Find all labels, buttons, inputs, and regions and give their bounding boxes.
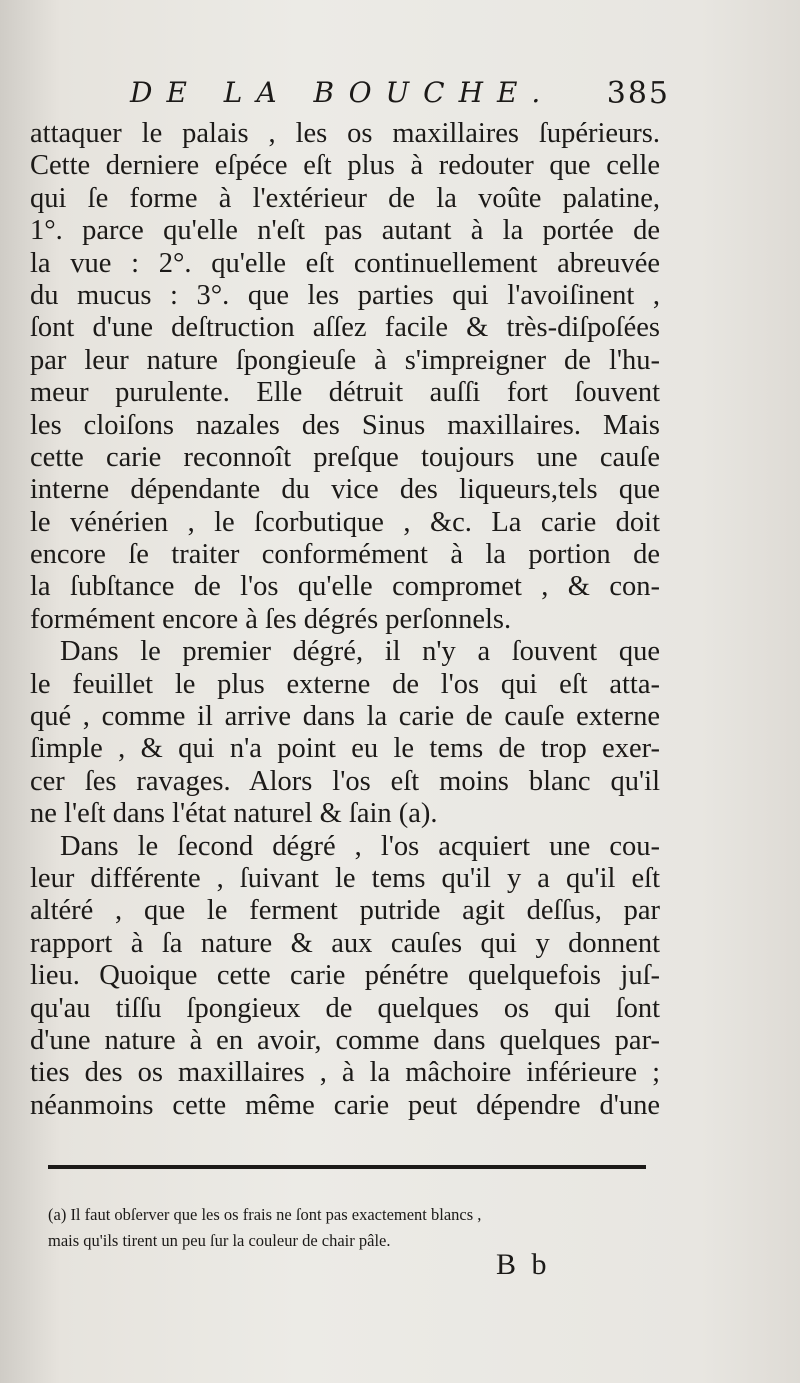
text-line: le feuillet le plus externe de l'os qui eſt atta- bbox=[30, 668, 660, 700]
footnote bbox=[48, 1202, 668, 1254]
text-line: lieu. Quoique cette carie pénétre quelquefois juſ- bbox=[30, 960, 660, 992]
text-line: ſont d'une deſtruction aſſez facile & très-diſpoſées bbox=[30, 312, 660, 344]
footnote-line: mais qu'ils tirent un peu ſur la couleur de chair pâle. bbox=[48, 1231, 391, 1250]
text-line: leur différente , ſuivant le tems qu'il y a qu'il eſt bbox=[30, 862, 660, 894]
footnote-rule bbox=[48, 1165, 646, 1169]
text-line: 1°. parce qu'elle n'eſt pas autant à la portée de bbox=[30, 215, 660, 247]
text-line: le vénérien , le ſcorbutique , &c. La carie doit bbox=[30, 506, 660, 538]
text-line: ties des os maxillaires , à la mâchoire inférieure ; bbox=[30, 1057, 660, 1089]
text-line: encore ſe traiter conformément à la portion de bbox=[30, 539, 660, 571]
text-line: la vue : 2°. qu'elle eſt continuellement abreuvée bbox=[30, 247, 660, 279]
body-text bbox=[30, 118, 660, 1122]
text-line: qué , comme il arrive dans la carie de cauſe externe bbox=[30, 701, 660, 733]
page-number: 385 bbox=[606, 76, 670, 111]
paragraph-start-line: Dans le ſecond dégré , l'os acquiert une cou- bbox=[60, 830, 660, 862]
text-line: ne l'eſt dans l'état naturel & ſain (a). bbox=[30, 798, 438, 830]
text-line: du mucus : 3°. que les parties qui l'avoiſinent , bbox=[30, 279, 660, 311]
text-line: qu'au tiſſu ſpongieux de quelques os qui ſont bbox=[30, 992, 660, 1024]
text-line: interne dépendante du vice des liqueurs,tels que bbox=[30, 474, 660, 506]
text-line: ſimple , & qui n'a point eu le tems de trop exer- bbox=[30, 733, 660, 765]
text-line: par leur nature ſpongieuſe à s'impreigner de l'hu- bbox=[30, 344, 660, 376]
text-line: meur purulente. Elle détruit auſſi fort ſouvent bbox=[30, 377, 660, 409]
text-line: Cette derniere eſpéce eſt plus à redouter que celle bbox=[30, 150, 660, 182]
text-line: qui ſe forme à l'extérieur de la voûte palatine, bbox=[30, 182, 660, 214]
text-line: la ſubſtance de l'os qu'elle compromet , & con- bbox=[30, 571, 660, 603]
text-line: les cloiſons nazales des Sinus maxillaires. Mais bbox=[30, 409, 660, 441]
text-line: néanmoins cette même carie peut dépendre d'une bbox=[30, 1089, 660, 1121]
running-head: DE LA BOUCHE. bbox=[130, 76, 555, 109]
text-line: d'une nature à en avoir, comme dans quelques par- bbox=[30, 1024, 660, 1056]
paragraph-start-line: Dans le premier dégré, il n'y a ſouvent que bbox=[60, 636, 660, 668]
text-line: formément encore à ſes dégrés perſonnels. bbox=[30, 603, 512, 635]
text-line: cer ſes ravages. Alors l'os eſt moins blanc qu'il bbox=[30, 765, 660, 797]
text-line: cette carie reconnoît preſque toujours une cauſe bbox=[30, 441, 660, 473]
signature-mark: B b bbox=[496, 1248, 551, 1281]
text-line: rapport à ſa nature & aux cauſes qui y donnent bbox=[30, 927, 660, 959]
text-line: attaquer le palais , les os maxillaires ſupérieurs. bbox=[30, 118, 660, 149]
text-line: altéré , que le ferment putride agit deſſus, par bbox=[30, 895, 660, 927]
footnote-line: (a) Il faut obſerver que les os frais ne ſont pas exactement blancs , bbox=[48, 1205, 482, 1224]
